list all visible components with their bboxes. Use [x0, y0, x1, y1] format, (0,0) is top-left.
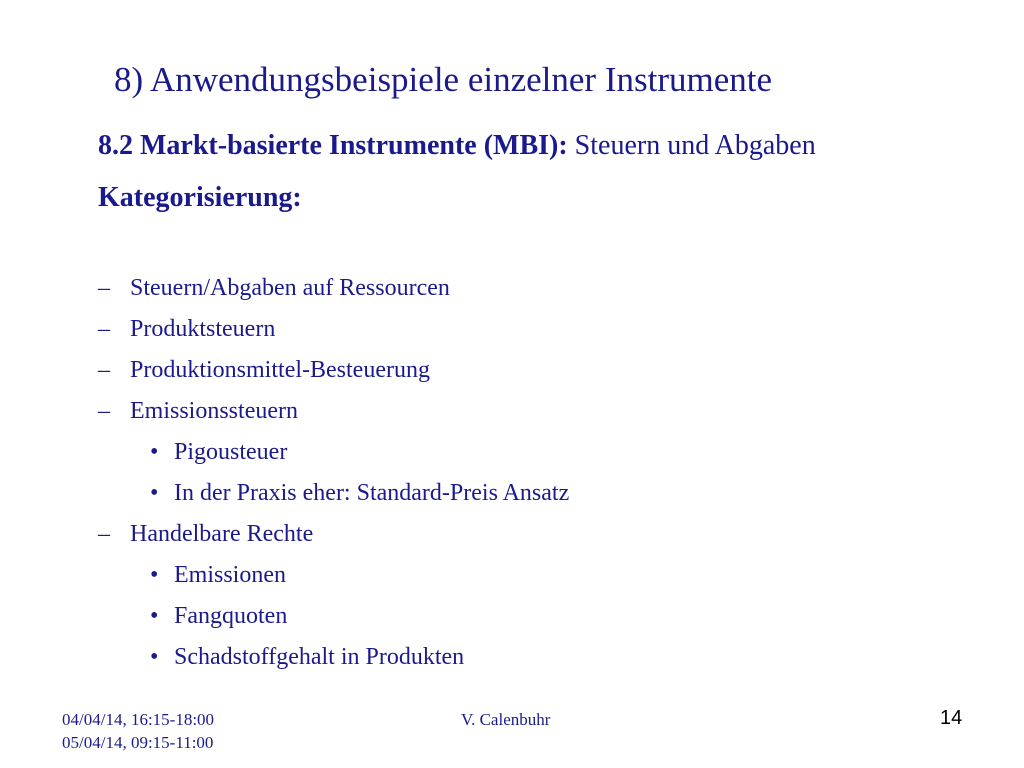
list-item	[98, 273, 450, 303]
list-subitem	[150, 478, 570, 508]
list-item	[98, 314, 276, 344]
list-item	[98, 519, 314, 549]
list-subitem	[150, 437, 288, 467]
bullet-marker: •	[150, 439, 159, 465]
bullet-marker: •	[150, 644, 159, 670]
dash-marker: –	[98, 357, 110, 383]
list-item	[98, 355, 430, 385]
list-item-label: In der Praxis eher: Standard-Preis Ansatz	[174, 480, 570, 506]
page-number: 14	[940, 707, 963, 729]
list-subitem	[150, 642, 465, 672]
subheading-regular-part: Steuern und Abgaben	[574, 130, 816, 161]
section-subheading	[98, 126, 816, 166]
footer-date-line-1: 04/04/14, 16:15-18:00	[62, 710, 215, 729]
dash-marker: –	[98, 275, 110, 301]
footer-author: V. Calenbuhr	[461, 710, 551, 729]
list-subitem	[150, 601, 288, 631]
list-subitem	[150, 560, 286, 590]
list-item-label: Pigousteuer	[174, 439, 288, 465]
list-item-label: Produktionsmittel-Besteuerung	[130, 357, 430, 383]
list-item-label: Fangquoten	[174, 603, 288, 629]
bullet-marker: •	[150, 603, 159, 629]
bullet-marker: •	[150, 562, 159, 588]
list-item-label: Emissionen	[174, 562, 286, 588]
dash-marker: –	[98, 398, 110, 424]
list-item-label: Produktsteuern	[130, 316, 276, 342]
dash-marker: –	[98, 521, 110, 547]
category-heading: Kategorisierung:	[98, 182, 302, 213]
subheading-bold-part: 8.2 Markt-basierte Instrumente (MBI):	[98, 130, 568, 161]
slide-title: 8) Anwendungsbeispiele einzelner Instrumente	[114, 60, 772, 99]
dash-marker: –	[98, 316, 110, 342]
footer-date	[62, 708, 214, 754]
bullet-marker: •	[150, 480, 159, 506]
list-item-label: Schadstoffgehalt in Produkten	[174, 644, 465, 670]
list-item-label: Steuern/Abgaben auf Ressourcen	[130, 275, 450, 301]
list-item	[98, 396, 298, 426]
list-item-label: Handelbare Rechte	[130, 521, 314, 547]
footer-date-line-2: 05/04/14, 09:15-11:00	[62, 733, 214, 752]
list-item-label: Emissionssteuern	[130, 398, 298, 424]
